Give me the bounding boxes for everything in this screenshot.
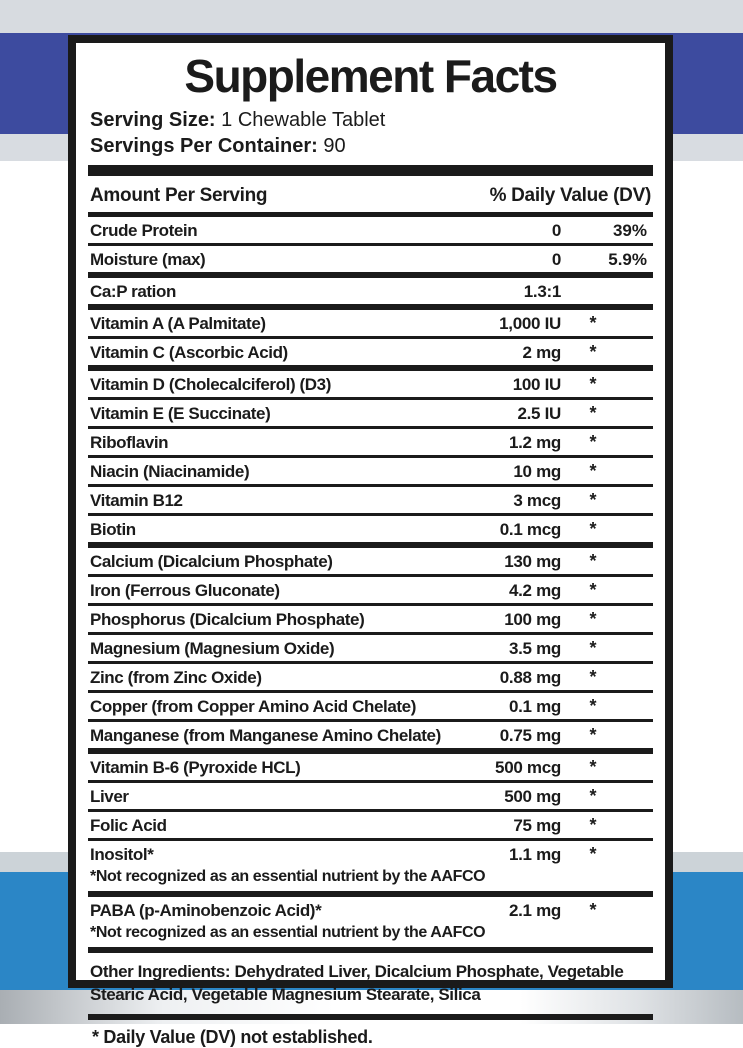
table-row <box>88 606 653 635</box>
nutrient-amount: 0.1 mg <box>508 696 561 716</box>
nutrient-amount: 0.75 mg <box>499 725 561 745</box>
serving-info <box>90 107 653 159</box>
nutrient-amount: 10 mg <box>513 461 561 481</box>
table-row <box>88 429 653 458</box>
nutrient-amount: 1.1 mg <box>508 844 561 864</box>
nutrient-footnote: *Not recognized as an essential nutrient by the AAFCO <box>90 924 486 941</box>
nutrient-amount: 1.3:1 <box>523 281 561 301</box>
table-row-main <box>88 635 653 661</box>
nutrient-name: Vitamin C (Ascorbic Acid) <box>90 342 288 362</box>
table-row-main <box>88 722 653 748</box>
nutrient-daily-value: * <box>589 519 597 539</box>
nutrient-name: Ca:P ration <box>90 281 176 301</box>
table-row <box>88 400 653 429</box>
nutrient-daily-value: * <box>589 551 597 571</box>
table-row-main <box>88 577 653 603</box>
nutrient-name: Biotin <box>90 519 136 539</box>
table-row <box>88 217 653 246</box>
nutrient-amount: 0 <box>551 220 561 240</box>
table-row <box>88 664 653 693</box>
nutrient-name: Vitamin A (A Palmitate) <box>90 313 266 333</box>
nutrient-name: Folic Acid <box>90 815 167 835</box>
nutrient-amount: 2.5 IU <box>517 403 561 423</box>
table-row <box>88 812 653 841</box>
table-header-row <box>88 176 653 217</box>
nutrient-daily-value: * <box>589 374 597 394</box>
nutrient-amount: 3.5 mg <box>508 638 561 658</box>
table-row-main <box>88 693 653 719</box>
nutrient-daily-value: * <box>589 461 597 481</box>
servings-per-container-label: Servings Per Container: <box>90 135 318 157</box>
header-daily-value: % Daily Value (DV) <box>489 185 651 206</box>
nutrient-amount: 1.2 mg <box>508 432 561 452</box>
table-row-main <box>88 664 653 690</box>
nutrient-name: Vitamin B-6 (Pyroxide HCL) <box>90 757 301 777</box>
nutrient-daily-value: * <box>589 638 597 658</box>
nutrient-name: Manganese (from Manganese Amino Chelate) <box>90 725 441 745</box>
panel-title: Supplement Facts <box>184 50 557 102</box>
supplement-facts-panel <box>68 35 673 1047</box>
table-row <box>88 548 653 577</box>
nutrient-amount: 0.1 mcg <box>499 519 561 539</box>
table-row <box>88 339 653 371</box>
nutrient-daily-value: * <box>589 667 597 687</box>
nutrient-amount: 100 IU <box>512 374 561 394</box>
table-row-main <box>88 310 653 336</box>
nutrient-name: Zinc (from Zinc Oxide) <box>90 667 262 687</box>
table-row-main <box>88 897 653 923</box>
table-row-main <box>88 400 653 426</box>
table-row <box>88 246 653 278</box>
table-row-main <box>88 812 653 838</box>
table-row-main <box>88 754 653 780</box>
nutrient-amount: 75 mg <box>513 815 561 835</box>
table-row-main <box>88 548 653 574</box>
serving-size-line <box>90 107 653 133</box>
table-row <box>88 783 653 812</box>
nutrient-name: PABA (p-Aminobenzoic Acid)* <box>90 900 322 920</box>
nutrient-daily-value: * <box>589 757 597 777</box>
nutrient-name: Inositol* <box>90 844 154 864</box>
table-row <box>88 577 653 606</box>
table-row-main <box>88 516 653 542</box>
nutrient-daily-value: * <box>589 313 597 333</box>
other-ingredients-text: Other Ingredients: Dehydrated Liver, Dicalcium Phosphate, Vegetable Stearic Acid, Vegetable Magnesium Stearate, Silica <box>88 953 653 1020</box>
header-amount-per-serving: Amount Per Serving <box>90 185 268 206</box>
nutrient-name: Liver <box>90 786 129 806</box>
table-row-main <box>88 246 653 272</box>
table-row-main <box>88 339 653 365</box>
table-row-main <box>88 429 653 455</box>
nutrient-daily-value: * <box>589 490 597 510</box>
nutrient-amount: 500 mg <box>504 786 561 806</box>
nutrient-name: Copper (from Copper Amino Acid Chelate) <box>90 696 416 716</box>
table-row-main <box>88 606 653 632</box>
daily-value-footnote: * Daily Value (DV) not established. <box>92 1027 373 1047</box>
table-row-main <box>88 458 653 484</box>
nutrient-daily-value: * <box>589 725 597 745</box>
nutrient-amount: 4.2 mg <box>508 580 561 600</box>
nutrient-name: Iron (Ferrous Gluconate) <box>90 580 280 600</box>
table-row-main <box>88 278 653 304</box>
nutrient-name: Calcium (Dicalcium Phosphate) <box>90 551 333 571</box>
table-row <box>88 635 653 664</box>
nutrient-daily-value: * <box>589 403 597 423</box>
nutrient-name: Magnesium (Magnesium Oxide) <box>90 638 335 658</box>
thick-divider-bar <box>88 165 653 176</box>
table-row <box>88 841 653 897</box>
nutrient-daily-value: * <box>589 696 597 716</box>
nutrient-daily-value: * <box>589 786 597 806</box>
table-row <box>88 458 653 487</box>
table-row <box>88 487 653 516</box>
nutrient-name: Vitamin B12 <box>90 490 183 510</box>
nutrient-name: Moisture (max) <box>90 249 206 269</box>
serving-size-label: Serving Size: <box>90 109 216 131</box>
nutrient-amount: 2.1 mg <box>508 900 561 920</box>
nutrient-footnote: *Not recognized as an essential nutrient by the AAFCO <box>90 868 486 885</box>
table-row <box>88 278 653 310</box>
table-row-main <box>88 783 653 809</box>
nutrient-daily-value: * <box>589 580 597 600</box>
nutrient-amount: 130 mg <box>504 551 561 571</box>
servings-per-container-value: 90 <box>323 135 346 157</box>
table-row <box>88 310 653 339</box>
nutrient-amount: 3 mcg <box>513 490 561 510</box>
nutrient-daily-value: * <box>589 432 597 452</box>
table-row <box>88 754 653 783</box>
table-row <box>88 897 653 953</box>
nutrient-amount: 0 <box>551 249 561 269</box>
nutrient-daily-value: * <box>589 342 597 362</box>
table-row <box>88 516 653 548</box>
table-row-main <box>88 841 653 867</box>
nutrient-name: Riboflavin <box>90 432 169 452</box>
table-row <box>88 693 653 722</box>
nutrient-name: Phosphorus (Dicalcium Phosphate) <box>90 609 365 629</box>
nutrient-name: Vitamin D (Cholecalciferol) (D3) <box>90 374 331 394</box>
nutrient-daily-value: * <box>589 815 597 835</box>
nutrient-amount: 2 mg <box>522 342 561 362</box>
nutrient-daily-value: 5.9% <box>608 249 647 269</box>
facts-rows <box>88 217 653 953</box>
table-row <box>88 371 653 400</box>
nutrient-daily-value: * <box>589 609 597 629</box>
serving-size-value: 1 Chewable Tablet <box>221 109 386 131</box>
top-gray-band <box>0 0 743 33</box>
table-row-main <box>88 371 653 397</box>
nutrient-amount: 100 mg <box>504 609 561 629</box>
nutrient-daily-value: * <box>589 844 597 864</box>
table-row <box>88 722 653 754</box>
nutrient-daily-value: 39% <box>612 220 647 240</box>
nutrient-amount: 500 mcg <box>495 757 561 777</box>
nutrient-amount: 0.88 mg <box>499 667 561 687</box>
nutrient-name: Vitamin E (E Succinate) <box>90 403 271 423</box>
nutrient-daily-value: * <box>589 900 597 920</box>
nutrient-name: Crude Protein <box>90 220 198 240</box>
servings-per-container-line <box>90 133 653 159</box>
nutrient-amount: 1,000 IU <box>499 313 561 333</box>
table-row-main <box>88 217 653 243</box>
table-row-main <box>88 487 653 513</box>
nutrient-name: Niacin (Niacinamide) <box>90 461 250 481</box>
